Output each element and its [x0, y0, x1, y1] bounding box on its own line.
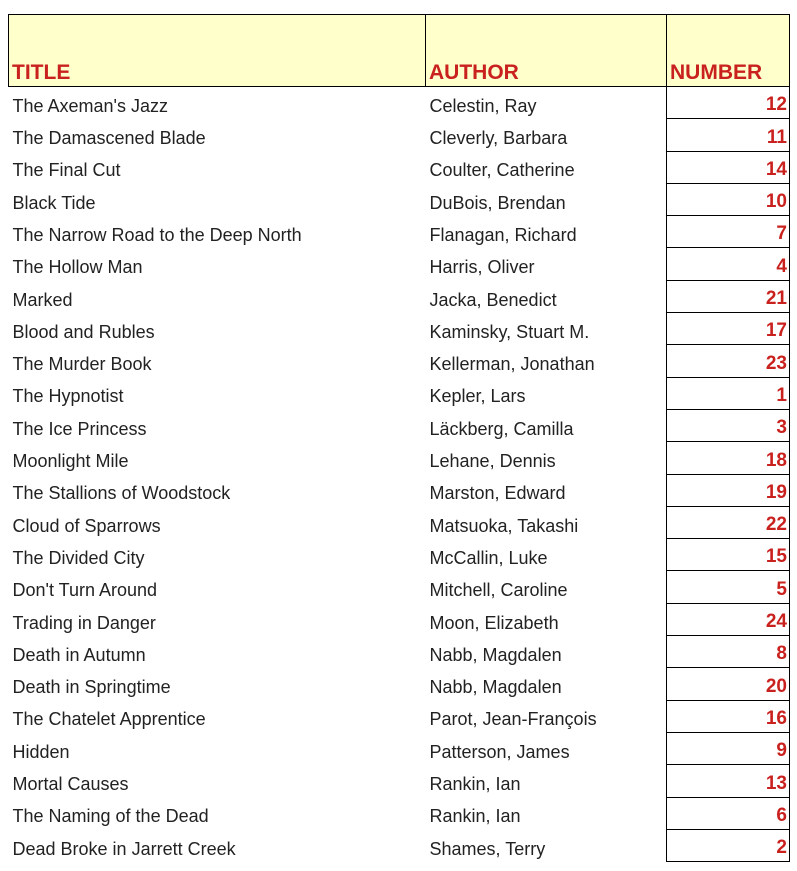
- title-column-header[interactable]: TITLE: [9, 15, 426, 87]
- title-cell[interactable]: Death in Springtime: [12, 677, 171, 698]
- table-row: [9, 313, 790, 345]
- title-cell[interactable]: The Naming of the Dead: [12, 806, 209, 827]
- number-cell[interactable]: 16: [667, 700, 790, 732]
- title-cell[interactable]: The Hollow Man: [12, 257, 143, 278]
- author-cell[interactable]: DuBois, Brendan: [429, 192, 566, 213]
- table-row: [9, 151, 790, 183]
- table-row: [9, 345, 790, 377]
- title-cell[interactable]: Mortal Causes: [12, 774, 129, 795]
- title-cell[interactable]: Black Tide: [12, 192, 96, 213]
- title-cell[interactable]: Trading in Danger: [12, 612, 156, 633]
- author-cell[interactable]: Rankin, Ian: [429, 806, 521, 827]
- number-cell[interactable]: 18: [667, 442, 790, 474]
- title-cell[interactable]: The Final Cut: [12, 160, 121, 181]
- number-cell[interactable]: 22: [667, 506, 790, 538]
- author-cell[interactable]: Shames, Terry: [429, 838, 546, 859]
- number-cell[interactable]: 9: [667, 732, 790, 764]
- number-cell[interactable]: 13: [667, 765, 790, 797]
- table-row: [9, 603, 790, 635]
- author-cell[interactable]: Coulter, Catherine: [429, 160, 575, 181]
- table-row: [9, 248, 790, 280]
- author-cell[interactable]: Kellerman, Jonathan: [429, 354, 595, 375]
- table-row: [9, 539, 790, 571]
- table-row: [9, 409, 790, 441]
- author-cell[interactable]: Nabb, Magdalen: [429, 644, 562, 665]
- author-cell[interactable]: Flanagan, Richard: [429, 224, 577, 245]
- table-row: [9, 377, 790, 409]
- table-row: [9, 732, 790, 764]
- title-cell[interactable]: The Hypnotist: [12, 386, 124, 407]
- author-cell[interactable]: Matsuoka, Takashi: [429, 515, 579, 536]
- title-cell[interactable]: Don't Turn Around: [12, 580, 158, 601]
- author-cell[interactable]: Marston, Edward: [429, 483, 566, 504]
- title-cell[interactable]: The Ice Princess: [12, 418, 147, 439]
- table-row: [9, 636, 790, 668]
- table-row: [9, 765, 790, 797]
- number-cell[interactable]: 2: [667, 829, 790, 861]
- title-cell[interactable]: The Damascened Blade: [12, 128, 206, 149]
- author-cell[interactable]: Läckberg, Camilla: [429, 418, 574, 439]
- number-cell[interactable]: 21: [667, 280, 790, 312]
- author-cell[interactable]: Patterson, James: [429, 741, 570, 762]
- book-table: [8, 14, 790, 862]
- author-cell[interactable]: Parot, Jean-François: [429, 709, 597, 730]
- number-cell[interactable]: 6: [667, 797, 790, 829]
- table-row: [9, 829, 790, 861]
- table-row: [9, 183, 790, 215]
- table-row: [9, 474, 790, 506]
- number-cell[interactable]: 15: [667, 539, 790, 571]
- author-cell[interactable]: Moon, Elizabeth: [429, 612, 559, 633]
- author-cell[interactable]: Cleverly, Barbara: [429, 128, 568, 149]
- number-cell[interactable]: 4: [667, 248, 790, 280]
- author-cell[interactable]: McCallin, Luke: [429, 547, 548, 568]
- table-row: [9, 797, 790, 829]
- author-cell[interactable]: Mitchell, Caroline: [429, 580, 568, 601]
- table-row: [9, 506, 790, 538]
- number-cell[interactable]: 5: [667, 571, 790, 603]
- title-cell[interactable]: The Murder Book: [12, 354, 152, 375]
- author-cell[interactable]: Lehane, Dennis: [429, 451, 556, 472]
- number-cell[interactable]: 11: [667, 119, 790, 151]
- title-cell[interactable]: Cloud of Sparrows: [12, 515, 161, 536]
- title-cell[interactable]: The Narrow Road to the Deep North: [12, 224, 302, 245]
- author-cell[interactable]: Celestin, Ray: [429, 95, 537, 116]
- table-row: [9, 119, 790, 151]
- author-cell[interactable]: Rankin, Ian: [429, 774, 521, 795]
- author-cell[interactable]: Harris, Oliver: [429, 257, 535, 278]
- title-cell[interactable]: The Divided City: [12, 547, 145, 568]
- number-cell[interactable]: 3: [667, 409, 790, 441]
- title-cell[interactable]: The Axeman's Jazz: [12, 95, 169, 116]
- number-cell[interactable]: 7: [667, 216, 790, 248]
- title-cell[interactable]: Death in Autumn: [12, 644, 146, 665]
- table-row: [9, 280, 790, 312]
- table-row: [9, 700, 790, 732]
- number-cell[interactable]: 1: [667, 377, 790, 409]
- number-cell[interactable]: 24: [667, 603, 790, 635]
- title-cell[interactable]: The Chatelet Apprentice: [12, 709, 206, 730]
- number-cell[interactable]: 8: [667, 636, 790, 668]
- number-cell[interactable]: 10: [667, 183, 790, 215]
- title-cell[interactable]: Marked: [12, 289, 73, 310]
- title-cell[interactable]: Moonlight Mile: [12, 451, 129, 472]
- header-row: [9, 15, 790, 87]
- author-cell[interactable]: Kepler, Lars: [429, 386, 526, 407]
- title-cell[interactable]: Blood and Rubles: [12, 321, 155, 342]
- number-column-header[interactable]: NUMBER: [667, 15, 790, 87]
- number-cell[interactable]: 12: [667, 87, 790, 119]
- title-cell[interactable]: Dead Broke in Jarrett Creek: [12, 838, 236, 859]
- author-cell[interactable]: Jacka, Benedict: [429, 289, 557, 310]
- table-body: [9, 87, 790, 862]
- author-cell[interactable]: Nabb, Magdalen: [429, 677, 562, 698]
- table-row: [9, 668, 790, 700]
- table-row: [9, 442, 790, 474]
- number-cell[interactable]: 23: [667, 345, 790, 377]
- number-cell[interactable]: 19: [667, 474, 790, 506]
- title-cell[interactable]: The Stallions of Woodstock: [12, 483, 231, 504]
- number-cell[interactable]: 20: [667, 668, 790, 700]
- number-cell[interactable]: 14: [667, 151, 790, 183]
- title-cell[interactable]: Hidden: [12, 741, 70, 762]
- table-row: [9, 87, 790, 119]
- table-row: [9, 216, 790, 248]
- author-column-header[interactable]: AUTHOR: [426, 15, 667, 87]
- table-row: [9, 571, 790, 603]
- number-cell[interactable]: 17: [667, 313, 790, 345]
- author-cell[interactable]: Kaminsky, Stuart M.: [429, 321, 590, 342]
